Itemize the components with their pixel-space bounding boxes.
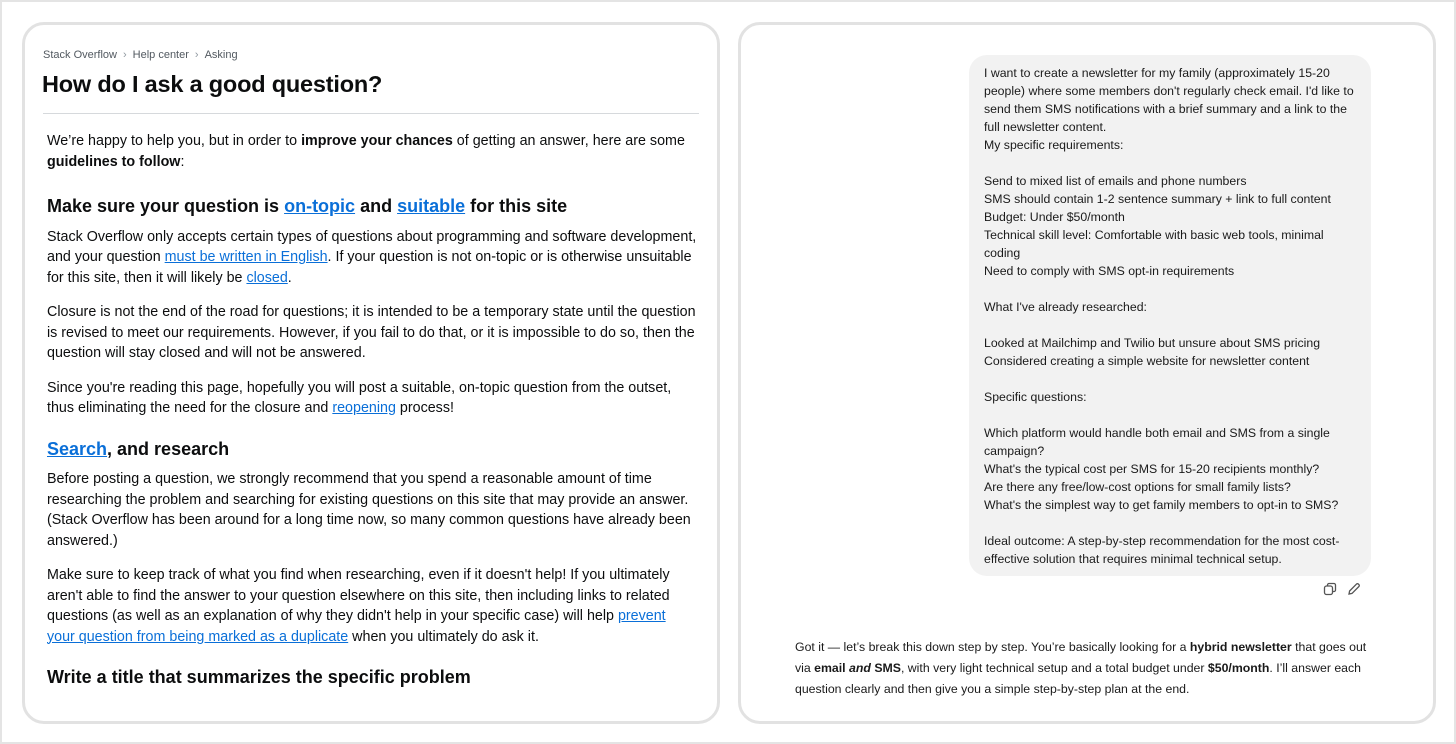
chevron-right-icon: ›: [122, 49, 127, 61]
page-title: How do I ask a good question?: [42, 71, 383, 97]
message-line: My specific requirements:: [984, 138, 1124, 152]
text: hybrid newsletter: [1189, 640, 1292, 654]
intro-paragraph: [47, 131, 697, 172]
message-line: I want to create a newsletter for my family (approximately 15-20 people) where some members don't regularly check email. I'd like to send them SMS notifications with a brief summary and a link to the full newsletter content.: [984, 66, 1354, 134]
text: Since you're reading this page, hopefully you will post a suitable, on-topic question from the outset, thus eliminating the need for the closure and: [47, 379, 672, 416]
text: that goes out via: [795, 640, 1367, 675]
text: . I’ll answer each question clearly and then give you a simple step-by-step plan at the end.: [795, 661, 1361, 696]
paragraph: [47, 227, 697, 289]
message-line: [984, 154, 1355, 172]
english-link[interactable]: must be written in English: [164, 249, 328, 265]
message-line: Budget: Under $50/month: [984, 210, 1125, 224]
message-line: Specific questions:: [984, 390, 1087, 404]
text: when you ultimately do ask it.: [348, 628, 539, 645]
paragraph: Before posting a question, we strongly recommend that you spend a reasonable amount of time researching the problem and searching for existing questions on this site that may provide an answer. (Stack Overflow has been around for a long time now, so many common questions have already been answered.): [47, 471, 691, 549]
message-line: What I've already researched:: [984, 300, 1147, 314]
text: $50/month: [1207, 661, 1270, 675]
breadcrumb-help-center[interactable]: Help center: [132, 49, 189, 61]
text: email: [814, 661, 846, 675]
breadcrumb-asking[interactable]: Asking: [204, 49, 238, 61]
paragraph: [47, 378, 697, 419]
text: and: [355, 196, 398, 216]
search-link[interactable]: Search: [47, 438, 108, 459]
text: Stack Overflow only accepts certain types of questions about programming and software development, and your question: [47, 228, 697, 265]
assistant-message: [795, 637, 1385, 700]
message-line: [984, 370, 1355, 388]
text: process!: [395, 400, 454, 416]
text: improve your chances: [301, 133, 453, 149]
text: for this site: [465, 196, 568, 216]
reopening-link[interactable]: reopening: [332, 400, 396, 416]
divider: [43, 113, 699, 114]
on-topic-link[interactable]: on-topic: [284, 196, 356, 216]
text: Make sure to keep track of what you find when researching, even if it doesn't help! If you ultimately aren't able to find the answer to your question elsewhere on this site, then including links to related questions (as well as an explanation of why they didn't help in your specific case) will help: [47, 567, 670, 624]
text: of getting an answer, here are some: [452, 133, 685, 149]
message-line: Ideal outcome: A step-by-step recommendation for the most cost-effective solution that requires minimal technical setup.: [984, 534, 1340, 566]
message-line: Technical skill level: Comfortable with basic web tools, minimal coding: [984, 228, 1324, 260]
message-line: SMS should contain 1-2 sentence summary + link to full content: [984, 192, 1331, 206]
text: . If your question is not on-topic or is otherwise unsuitable for this site, then it will likely be: [47, 249, 692, 286]
message-line: What's the typical cost per SMS for 15-20 recipients monthly?: [984, 462, 1320, 476]
message-line: Looked at Mailchimp and Twilio but unsure about SMS pricing: [984, 336, 1321, 350]
copy-icon[interactable]: [1323, 582, 1337, 601]
text: :: [180, 153, 185, 170]
message-actions: [1323, 582, 1361, 601]
message-line: Send to mixed list of emails and phone numbers: [984, 174, 1247, 188]
duplicate-link[interactable]: prevent your question from being marked as a duplicate: [47, 608, 666, 645]
message-line: What's the simplest way to get family members to opt-in to SMS?: [984, 498, 1339, 512]
edit-pencil-icon[interactable]: [1347, 582, 1361, 601]
text: .: [287, 269, 292, 286]
article-body: [47, 131, 697, 698]
chevron-right-icon: ›: [194, 49, 199, 61]
message-line: Need to comply with SMS opt-in requirements: [984, 264, 1235, 278]
breadcrumb-stack-overflow[interactable]: Stack Overflow: [43, 49, 117, 61]
breadcrumb: [43, 49, 238, 61]
message-line: Are there any free/low-cost options for small family lists?: [984, 480, 1291, 494]
message-line: [984, 316, 1355, 334]
text: Got it — let’s break this down step by step. You’re basically looking for a: [795, 640, 1190, 654]
user-message-bubble: [969, 55, 1371, 576]
heading-search: [47, 439, 697, 460]
paragraph: Closure is not the end of the road for questions; it is intended to be a temporary state until the question is revised to meet our requirements. However, if you fail to do that, or it is impossible to do so, then the question will stay closed and will not be answered.: [47, 304, 696, 361]
message-line: [984, 280, 1355, 298]
text: , and research: [107, 438, 230, 459]
message-line: [984, 514, 1355, 532]
closed-link[interactable]: closed: [246, 269, 288, 286]
message-line: Which platform would handle both email and SMS from a single campaign?: [984, 426, 1330, 458]
text: guidelines to follow: [47, 153, 181, 170]
text: SMS: [874, 661, 901, 675]
suitable-link[interactable]: suitable: [397, 196, 466, 216]
text: Make sure your question is: [47, 196, 285, 216]
text: We’re happy to help you, but in order to: [47, 133, 302, 149]
paragraph: [47, 565, 697, 647]
text: and: [849, 661, 871, 675]
help-article-panel: [22, 22, 720, 724]
message-line: Considered creating a simple website for newsletter content: [984, 354, 1310, 368]
message-line: [984, 406, 1355, 424]
heading-on-topic: [47, 196, 697, 217]
chat-panel: [738, 22, 1436, 724]
heading-title: Write a title that summarizes the specific problem: [47, 667, 471, 687]
text: , with very light technical setup and a total budget under: [900, 661, 1208, 675]
